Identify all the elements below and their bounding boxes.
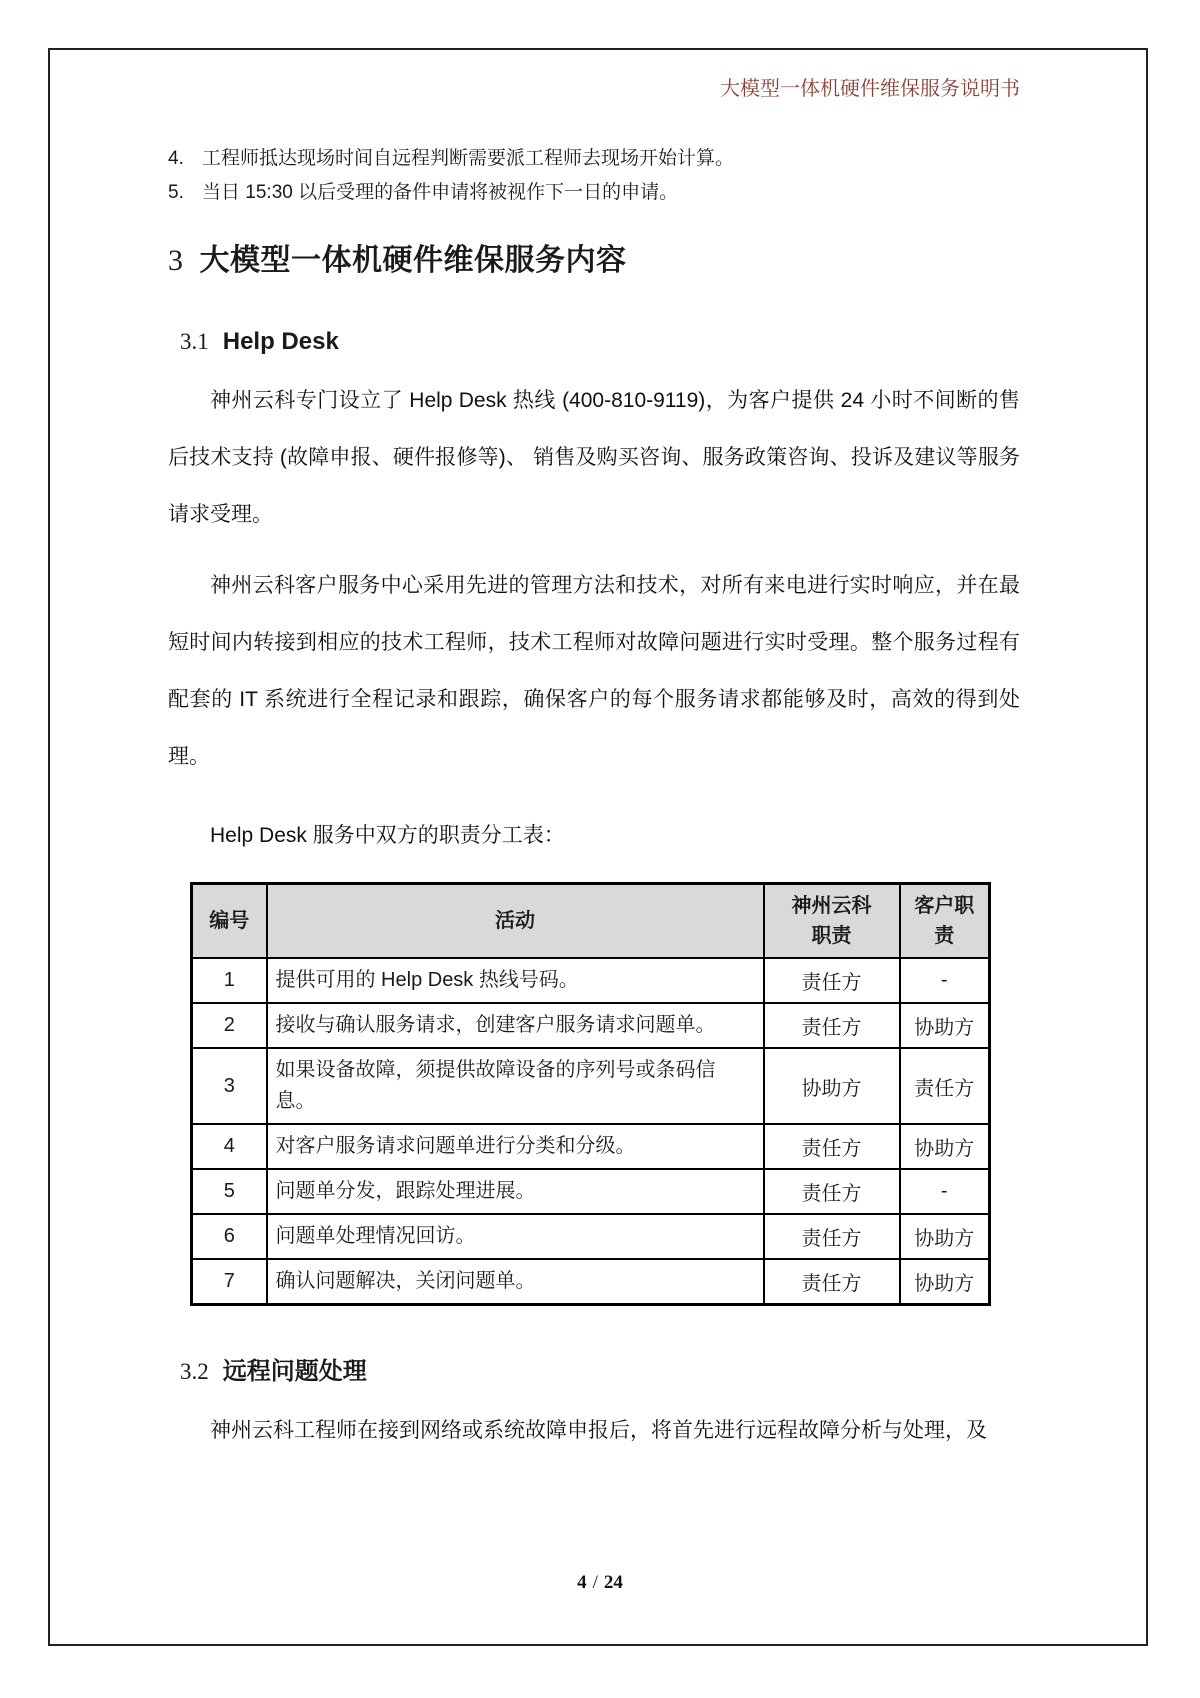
cell-vendor: 责任方 bbox=[764, 1169, 900, 1214]
list-item-5 bbox=[168, 176, 1020, 210]
section-number: 3.1 bbox=[180, 329, 209, 354]
list-item-number: 5. bbox=[168, 182, 184, 203]
cell-activity: 问题单分发，跟踪处理进展。 bbox=[267, 1169, 764, 1214]
list-item-text: 当日 15:30 以后受理的备件申请将被视作下一日的申请。 bbox=[202, 182, 679, 203]
cell-customer: 协助方 bbox=[900, 1259, 990, 1305]
footer-page-total: 24 bbox=[603, 1572, 623, 1593]
footer-separator: / bbox=[592, 1572, 598, 1593]
cell-vendor: 责任方 bbox=[764, 1214, 900, 1259]
cell-no: 1 bbox=[192, 958, 267, 1003]
table-row bbox=[192, 1048, 990, 1124]
header-cell-vendor-line2: 职责 bbox=[811, 925, 852, 947]
document-content bbox=[168, 48, 1020, 1459]
cell-no: 2 bbox=[192, 1003, 267, 1048]
cell-activity: 如果设备故障，须提供故障设备的序列号或条码信息。 bbox=[267, 1048, 764, 1124]
footer-page-number: 4 bbox=[577, 1572, 587, 1593]
section-heading-3-2 bbox=[180, 1356, 1020, 1388]
paragraph: 神州云科专门设立了 Help Desk 热线 (400-810-9119)，为客户提供 24 小时不间断的售后技术支持 (故障申报、硬件报修等)、 销售及购买咨询、服务政策咨询、投诉及建议等服务请求受理。 bbox=[168, 389, 1020, 526]
table-row bbox=[192, 958, 990, 1003]
table-lead-in: Help Desk 服务中双方的职责分工表： bbox=[210, 824, 565, 847]
list-item-text: 工程师抵达现场时间自远程判断需要派工程师去现场开始计算。 bbox=[202, 148, 735, 169]
list-item-number: 4. bbox=[168, 148, 184, 169]
section-title: 远程问题处理 bbox=[222, 1358, 367, 1385]
cell-no: 6 bbox=[192, 1214, 267, 1259]
cell-activity: 接收与确认服务请求，创建客户服务请求问题单。 bbox=[267, 1003, 764, 1048]
cell-activity: 确认问题解决，关闭问题单。 bbox=[267, 1259, 764, 1305]
cell-no: 3 bbox=[192, 1048, 267, 1124]
table-row bbox=[192, 1169, 990, 1214]
section-title: Help Desk bbox=[222, 328, 339, 355]
header-cell-no: 编号 bbox=[192, 884, 267, 959]
section-heading-3-1 bbox=[180, 326, 1020, 358]
paragraph: 神州云科工程师在接到网络或系统故障申报后，将首先进行远程故障分析与处理，及 bbox=[210, 1419, 987, 1442]
chapter-number: 3 bbox=[168, 244, 184, 277]
header-cell-activity: 活动 bbox=[267, 884, 764, 959]
chapter-heading bbox=[168, 242, 1020, 280]
page-footer bbox=[0, 1572, 1200, 1594]
numbered-list bbox=[168, 142, 1020, 210]
responsibility-table bbox=[190, 882, 991, 1306]
cell-activity: 对客户服务请求问题单进行分类和分级。 bbox=[267, 1124, 764, 1169]
cell-activity: 提供可用的 Help Desk 热线号码。 bbox=[267, 958, 764, 1003]
paragraph: 神州云科客户服务中心采用先进的管理方法和技术，对所有来电进行实时响应，并在最短时间内转接到相应的技术工程师，技术工程师对故障问题进行实时受理。整个服务过程有配套的 IT 系统进行全程记录和跟踪，确保客户的每个服务请求都能够及时，高效的得到处理。 bbox=[168, 574, 1020, 768]
cell-customer: 协助方 bbox=[900, 1003, 990, 1048]
doc-header-title: 大模型一体机硬件维保服务说明书 bbox=[720, 78, 1020, 100]
doc-header bbox=[168, 48, 1020, 102]
cell-customer: 协助方 bbox=[900, 1214, 990, 1259]
header-cell-vendor bbox=[764, 884, 900, 959]
cell-vendor: 责任方 bbox=[764, 958, 900, 1003]
table-row bbox=[192, 1124, 990, 1169]
table-row bbox=[192, 1259, 990, 1305]
header-cell-vendor-line1: 神州云科 bbox=[791, 895, 872, 917]
cell-vendor: 责任方 bbox=[764, 1124, 900, 1169]
cell-vendor: 责任方 bbox=[764, 1003, 900, 1048]
cell-vendor: 责任方 bbox=[764, 1259, 900, 1305]
section-number: 3.2 bbox=[180, 1359, 209, 1384]
table-row bbox=[192, 1214, 990, 1259]
list-item-4 bbox=[168, 142, 1020, 176]
cell-vendor: 协助方 bbox=[764, 1048, 900, 1124]
cell-activity: 问题单处理情况回访。 bbox=[267, 1214, 764, 1259]
cell-no: 5 bbox=[192, 1169, 267, 1214]
table-row bbox=[192, 1003, 990, 1048]
cell-customer: - bbox=[900, 958, 990, 1003]
table-header-row bbox=[192, 884, 990, 959]
chapter-title: 大模型一体机硬件维保服务内容 bbox=[199, 244, 627, 277]
cell-customer: - bbox=[900, 1169, 990, 1214]
header-cell-customer: 客户职责 bbox=[900, 884, 990, 959]
cell-customer: 协助方 bbox=[900, 1124, 990, 1169]
cell-no: 7 bbox=[192, 1259, 267, 1305]
cell-customer: 责任方 bbox=[900, 1048, 990, 1124]
cell-no: 4 bbox=[192, 1124, 267, 1169]
